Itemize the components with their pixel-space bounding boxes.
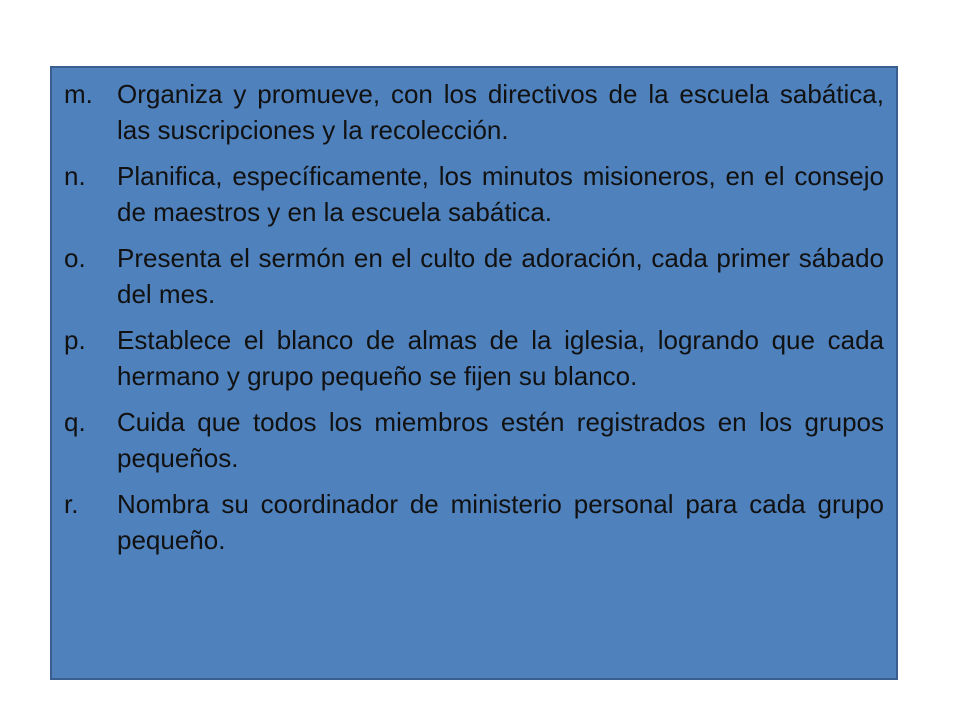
list-item-text: Cuida que todos los miembros estén registrados en los grupos pequeños.: [117, 407, 884, 473]
list-item-text: Establece el blanco de almas de la iglesia, logrando que cada hermano y grupo pequeño se fijen su blanco.: [117, 325, 884, 391]
list-item-text: Nombra su coordinador de ministerio personal para cada grupo pequeño.: [117, 489, 884, 555]
list-item-text: Presenta el sermón en el culto de adoración, cada primer sábado del mes.: [117, 243, 884, 309]
responsibilities-list: [64, 76, 884, 558]
list-marker: o.: [64, 243, 86, 273]
list-marker: p.: [64, 325, 86, 355]
list-item: [64, 76, 884, 148]
content-panel: [50, 66, 898, 680]
list-item: [64, 486, 884, 558]
list-marker: m.: [64, 79, 93, 109]
list-item: [64, 322, 884, 394]
list-marker: q.: [64, 407, 86, 437]
list-item: [64, 158, 884, 230]
list-item: [64, 240, 884, 312]
list-item: [64, 404, 884, 476]
list-marker: n.: [64, 161, 86, 191]
list-item-text: Planifica, específicamente, los minutos misioneros, en el consejo de maestros y en la escuela sabática.: [117, 161, 884, 227]
list-item-text: Organiza y promueve, con los directivos de la escuela sabática, las suscripciones y la recolección.: [117, 79, 884, 145]
list-marker: r.: [64, 489, 79, 519]
